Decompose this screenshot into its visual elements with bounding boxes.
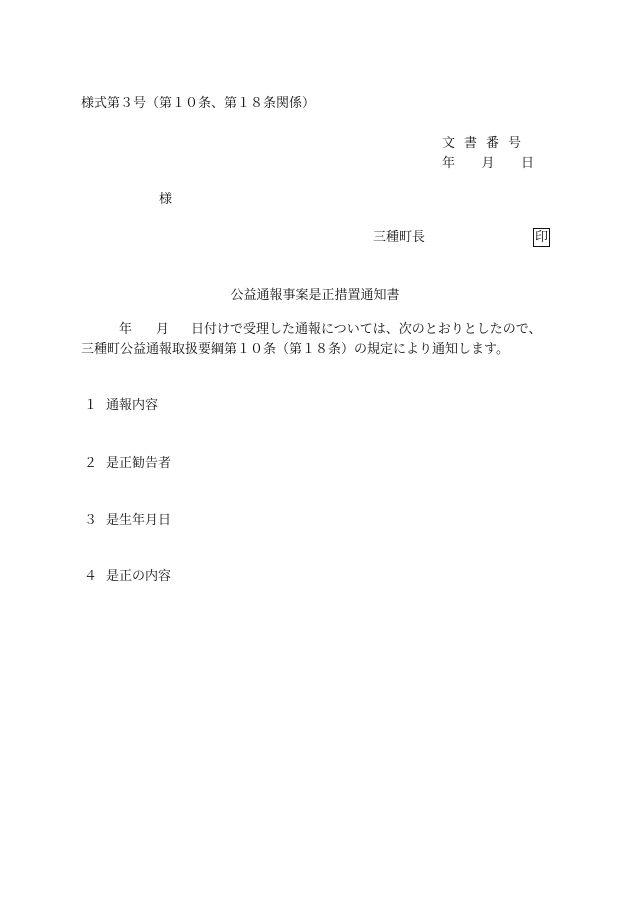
item-label: 通報内容	[106, 398, 159, 413]
item-label: 是正の内容	[106, 569, 172, 584]
body-line1-rest: 日付けで受理した通報については、次のとおりとしたので、	[191, 322, 542, 337]
document-number-label: 文書番号	[442, 136, 531, 151]
item-number: ４	[84, 569, 98, 584]
addressee-suffix: 様	[159, 192, 173, 207]
date-day-label: 日	[520, 156, 534, 171]
body-month: 月	[156, 322, 170, 337]
item-label: 是正勧告者	[106, 456, 172, 471]
sender-name: 三種町長	[373, 230, 426, 245]
seal-mark: 印	[535, 230, 549, 245]
body-line-1	[119, 322, 542, 338]
list-item	[84, 513, 171, 529]
form-number: 様式第３号（第１０条、第１８条関係）	[81, 96, 316, 111]
date-row	[442, 156, 534, 172]
list-item	[84, 569, 171, 585]
item-number: １	[84, 398, 98, 413]
date-month-label: 月	[481, 156, 495, 171]
body-line-2: 三種町公益通報取扱要綱第１０条（第１８条）の規定により通知します。	[81, 342, 509, 357]
document-title: 公益通報事案是正措置通知書	[230, 288, 400, 303]
item-number: ３	[84, 513, 98, 528]
body-year: 年	[119, 322, 133, 337]
date-year-label: 年	[442, 156, 456, 171]
list-item	[84, 398, 158, 414]
list-item	[84, 456, 171, 472]
item-number: ２	[84, 456, 98, 471]
item-label: 是生年月日	[106, 513, 172, 528]
